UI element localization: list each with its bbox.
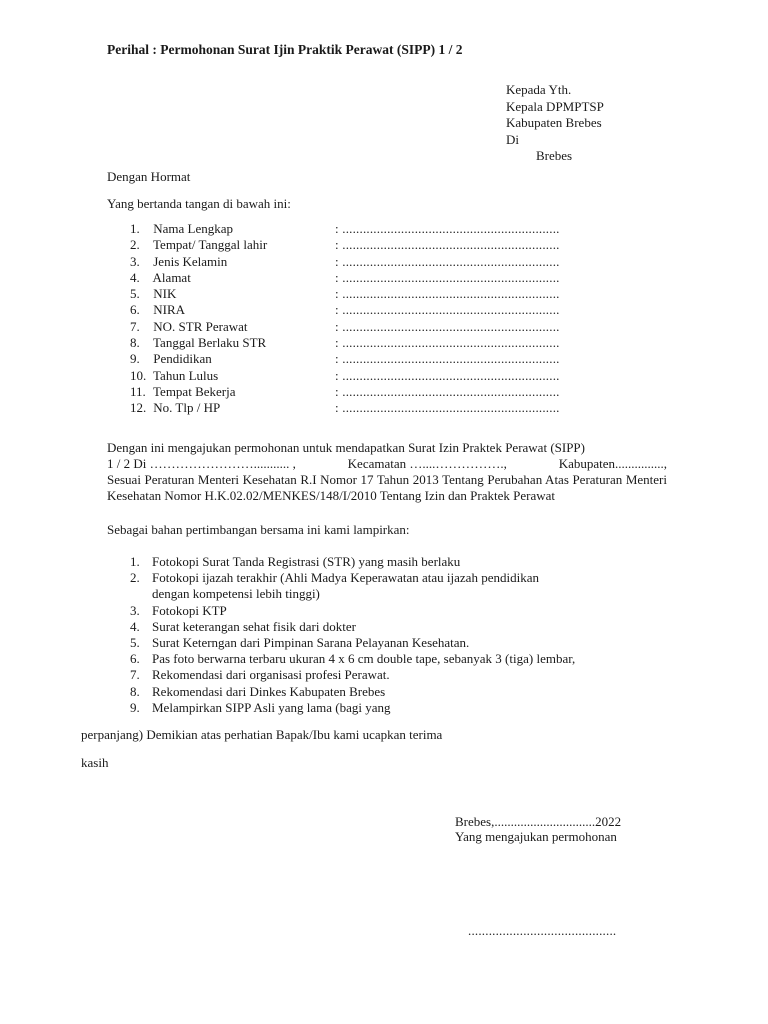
field-blank[interactable]: : ............................................................... (335, 400, 560, 416)
field-number: 1. (130, 221, 140, 236)
letter-subject: Perihal : Permohonan Surat Ijin Praktik Perawat (SIPP) 1 / 2 (107, 42, 463, 57)
field-label: Pendidikan (153, 351, 212, 367)
kecamatan-blank[interactable]: Kecamatan …....……………., (347, 456, 507, 471)
field-label: Jenis Kelamin (153, 253, 228, 269)
item-text: Fotokopi Surat Tanda Registrasi (STR) yang masih berlaku (152, 554, 461, 569)
regulation-text: Sesuai Peraturan Menteri Kesehatan R.I Nomor 17 Tahun 2013 Tentang Perubahan Atas Peraturan Menteri Kesehatan Nomor H.K.02.02/MENKES/148/I/2010 Tentang Izin dan Praktek Perawat (107, 472, 667, 503)
field-label: Tanggal Berlaku STR (153, 335, 267, 351)
field-number: 11. (130, 383, 146, 399)
item-number: 1. (130, 554, 140, 569)
field-label: Tahun Lulus (153, 367, 219, 383)
field-row (130, 270, 670, 286)
item-text: Fotokopi KTP (152, 602, 227, 618)
field-number: 5. (130, 286, 140, 302)
field-row (130, 302, 670, 318)
paragraph-line: Dengan ini mengajukan permohonan untuk mendapatkan Surat Izin Praktek Perawat (SIPP) (107, 440, 585, 455)
request-paragraph (107, 440, 667, 504)
field-row (130, 237, 670, 253)
closing-line: kasih (81, 755, 109, 770)
field-number: 8. (130, 335, 140, 351)
list-item-continuation: dengan kompetensi lebih tinggi) (152, 586, 320, 602)
greeting: Dengan Hormat (107, 169, 191, 184)
item-number: 5. (130, 634, 140, 650)
list-item (130, 570, 575, 586)
field-blank[interactable]: : ............................................................... (335, 286, 560, 302)
list-item (130, 619, 575, 635)
list-item (130, 684, 575, 700)
item-text: Surat Keterngan dari Pimpinan Sarana Pelayanan Kesehatan. (152, 634, 470, 650)
desa-blank[interactable]: 1 / 2 Di ……………………........... , (107, 456, 296, 471)
item-text: Rekomendasi dari Dinkes Kabupaten Brebes (152, 683, 386, 699)
field-blank[interactable]: : ............................................................... (335, 383, 560, 399)
list-item (130, 700, 575, 716)
field-label: NIRA (153, 302, 186, 318)
location-line (107, 456, 667, 472)
field-row (130, 319, 670, 335)
applicant-label: Yang mengajukan permohonan (455, 829, 617, 844)
recipient-line: Kepala DPMPTSP (506, 98, 604, 114)
field-blank[interactable]: : ............................................................... (335, 221, 560, 236)
item-number: 6. (130, 651, 140, 667)
field-label: NIK (153, 286, 177, 302)
field-row (130, 400, 670, 416)
recipient-line: Di (506, 131, 519, 147)
field-number: 4. (130, 269, 140, 285)
item-text: Pas foto berwarna terbaru ukuran 4 x 6 cm double tape, sebanyak 3 (tiga) lembar, (152, 651, 576, 667)
item-text: Surat keterangan sehat fisik dari dokter (152, 618, 356, 634)
list-item (130, 635, 575, 651)
recipient-line: Kabupaten Brebes (506, 115, 602, 130)
field-label: Tempat Bekerja (153, 383, 236, 399)
field-label: Nama Lengkap (153, 221, 234, 236)
item-number: 8. (130, 683, 140, 699)
field-blank[interactable]: : ............................................................... (335, 318, 560, 334)
field-blank[interactable]: : ............................................................... (335, 335, 560, 351)
field-label: Tempat/ Tanggal lahir (153, 237, 268, 253)
list-item (130, 651, 575, 667)
field-number: 7. (130, 318, 140, 334)
list-item (130, 603, 575, 619)
recipient-line: Brebes (536, 148, 573, 163)
field-row (130, 221, 670, 237)
closing-line: perpanjang) Demikian atas perhatian Bapak/Ibu kami ucapkan terima (81, 727, 443, 742)
intro-text: Yang bertanda tangan di bawah ini: (107, 196, 291, 211)
field-label: No. Tlp / HP (153, 400, 221, 416)
item-number: 7. (130, 667, 140, 683)
field-blank[interactable]: : ............................................................... (335, 367, 560, 383)
field-label: NO. STR Perawat (153, 318, 248, 334)
recipient-line: Kepada Yth. (506, 82, 572, 97)
field-row (130, 368, 670, 384)
place-date[interactable]: Brebes,...............................2022 (455, 814, 622, 829)
field-number: 2. (130, 237, 140, 253)
field-blank[interactable]: : ............................................................... (335, 351, 560, 367)
item-number: 2. (130, 570, 140, 586)
item-text: Rekomendasi dari organisasi profesi Perawat. (152, 667, 390, 683)
attachments-intro: Sebagai bahan pertimbangan bersama ini kami lampirkan: (107, 522, 410, 537)
kabupaten-blank[interactable]: Kabupaten..............., (558, 456, 667, 471)
field-blank[interactable]: : ............................................................... (335, 302, 560, 318)
field-number: 9. (130, 351, 140, 367)
field-row (130, 254, 670, 270)
field-row (130, 351, 670, 367)
recipient-block (506, 82, 604, 165)
attachments-list (130, 554, 575, 716)
field-row (130, 384, 670, 400)
signature-line[interactable]: ........................................... (468, 923, 617, 938)
applicant-fields (130, 221, 670, 417)
field-blank[interactable]: : ............................................................... (335, 269, 560, 285)
item-number: 3. (130, 602, 140, 618)
field-number: 3. (130, 253, 140, 269)
item-number: 4. (130, 618, 140, 634)
field-row (130, 335, 670, 351)
field-row (130, 286, 670, 302)
field-blank[interactable]: : ............................................................... (335, 237, 560, 253)
list-item (130, 554, 575, 570)
list-item (130, 667, 575, 683)
field-number: 10. (130, 367, 147, 383)
field-number: 12. (130, 400, 147, 416)
field-label: Alamat (152, 269, 191, 285)
item-text: Fotokopi ijazah terakhir (Ahli Madya Keperawatan atau ijazah pendidikan (152, 570, 539, 586)
field-blank[interactable]: : ............................................................... (335, 253, 560, 269)
item-text: Melampirkan SIPP Asli yang lama (bagi yang (152, 699, 391, 715)
item-number: 9. (130, 699, 140, 715)
field-number: 6. (130, 302, 140, 318)
